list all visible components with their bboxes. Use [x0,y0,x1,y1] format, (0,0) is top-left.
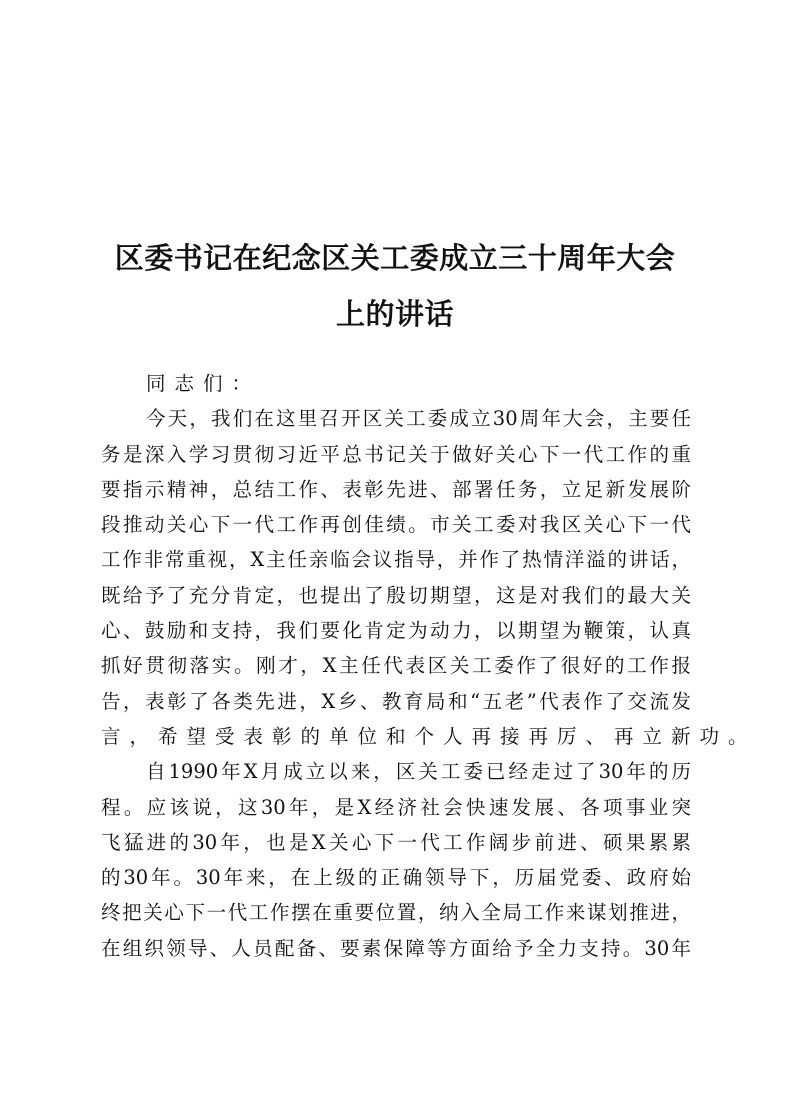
paragraph-line: 言，希望受表彰的单位和个人再接再厉、再立新功。 [101,724,757,748]
paragraphs [101,401,757,966]
paragraph-line: 既给予了充分肯定，也提出了殷切期望，这是对我们的最大关 [101,583,691,607]
paragraph-line: 告，表彰了各类先进，X乡、教育局和“五老”代表作了交流发 [101,689,691,713]
paragraph-line: 飞猛进的30年，也是X关心下一代工作阔步前进、硕果累累 [101,830,691,854]
paragraph-line: 心、鼓励和支持，我们要化肯定为动力，以期望为鞭策，认真 [101,619,691,643]
paragraph-line: 今天，我们在这里召开区关工委成立30周年大会，主要任 [146,407,691,431]
paragraph [101,754,691,966]
paragraph-line: 务是深入学习贯彻习近平总书记关于做好关心下一代工作的重 [101,442,691,466]
paragraph-line: 要指示精神，总结工作、表彰先进、部署任务，立足新发展阶 [101,477,691,501]
document-title-line-2: 上的讲话 [335,297,454,331]
paragraph-line: 抓好贯彻落实。刚才，X主任代表区关工委作了很好的工作报 [101,654,691,678]
paragraph-line: 的30年。30年来，在上级的正确领导下，历届党委、政府始 [101,866,691,890]
paragraph-line: 在组织领导、人员配备、要素保障等方面给予全力支持。30年 [101,936,691,960]
document-title-line-1: 区委书记在纪念区关工委成立三十周年大会 [114,241,676,275]
paragraph [101,401,757,754]
paragraph-line: 段推动关心下一代工作再创佳绩。市关工委对我区关心下一代 [101,513,691,537]
paragraph-line: 工作非常重视，X主任亲临会议指导，并作了热情洋溢的讲话， [101,548,691,572]
paragraph-line: 终把关心下一代工作摆在重要位置，纳入全局工作来谋划推进， [101,901,691,925]
salutation: 同志们： [146,372,261,395]
document-body [101,366,757,966]
paragraph-line: 程。应该说，这30年，是X经济社会快速发展、各项事业突 [101,795,691,819]
paragraph-line: 自1990年X月成立以来，区关工委已经走过了30年的历 [146,760,691,784]
